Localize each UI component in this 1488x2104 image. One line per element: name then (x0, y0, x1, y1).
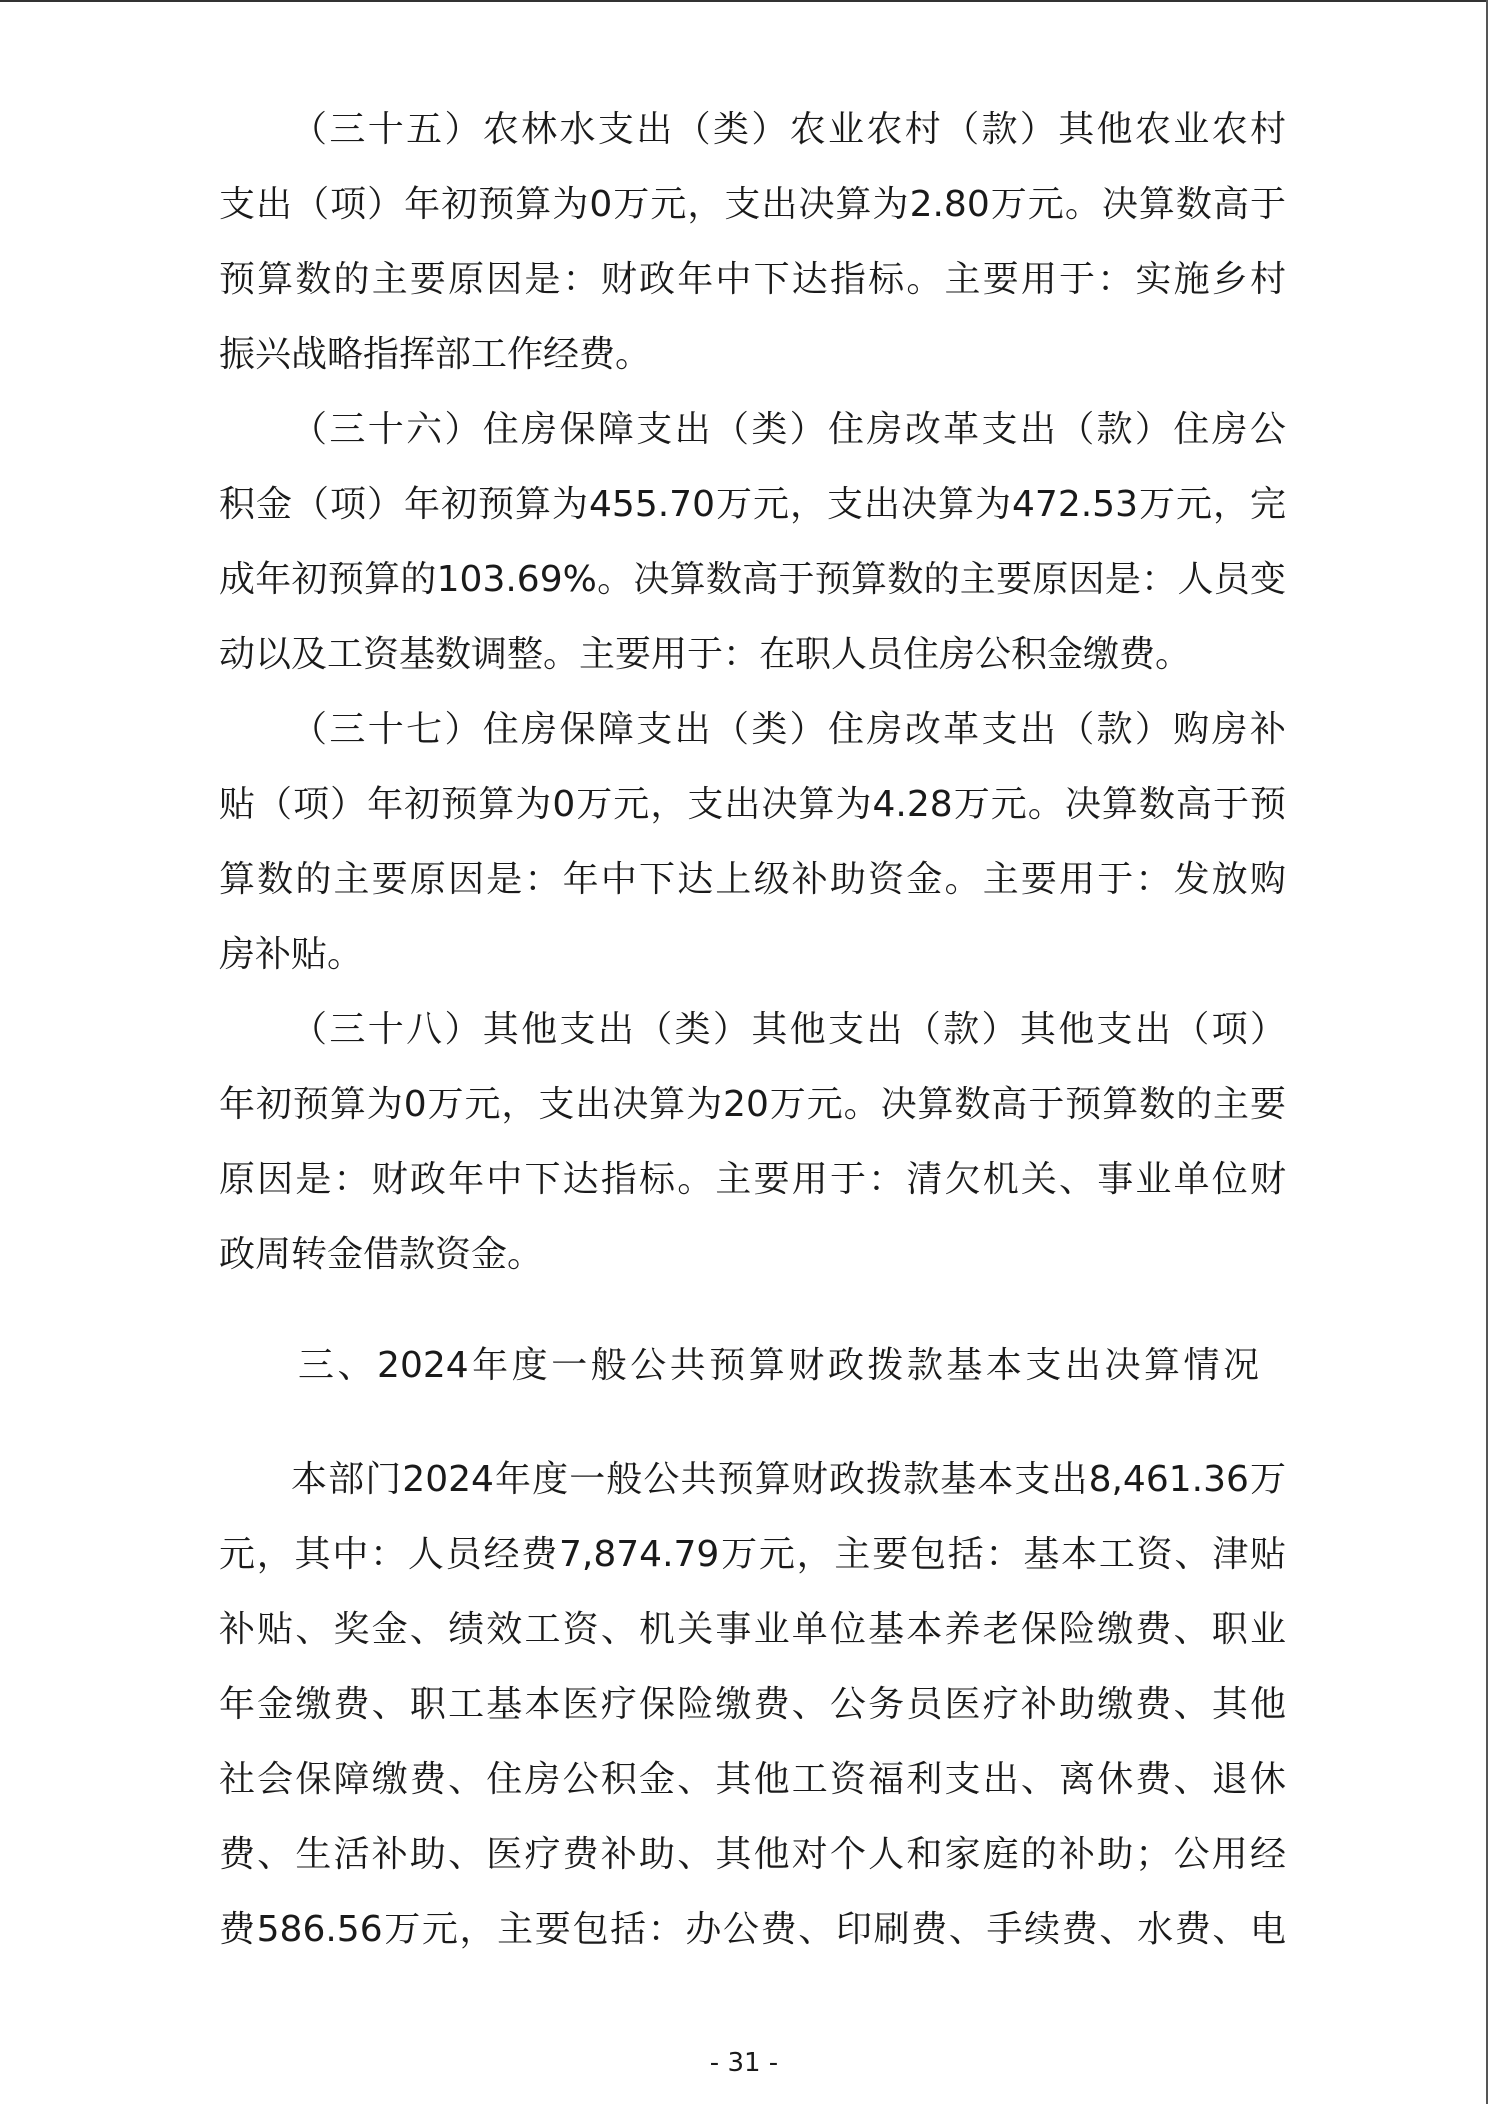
text-line: 年金缴费、职工基本医疗保险缴费、公务员医疗补助缴费、其他 (219, 1684, 1286, 1725)
paragraph-item-38 (219, 992, 1286, 1292)
text-line: （三十七）住房保障支出（类）住房改革支出（款）购房补 (291, 709, 1286, 750)
body-paragraph (219, 1442, 1286, 1967)
paragraph-item-35 (219, 92, 1286, 392)
text-line: 费586.56万元，主要包括：办公费、印刷费、手续费、水费、电 (219, 1909, 1286, 1950)
text-line: 动以及工资基数调整。主要用于：在职人员住房公积金缴费。 (219, 634, 1192, 675)
text-line: 成年初预算的103.69%。决算数高于预算数的主要原因是：人员变 (219, 559, 1286, 600)
text-line: 社会保障缴费、住房公积金、其他工资福利支出、离休费、退休 (219, 1759, 1286, 1800)
text-line: （三十六）住房保障支出（类）住房改革支出（款）住房公 (291, 409, 1286, 450)
text-line: （三十五）农林水支出（类）农业农村（款）其他农业农村 (291, 109, 1286, 150)
text-line: 振兴战略指挥部工作经费。 (219, 334, 652, 375)
text-line: 年初预算为0万元，支出决算为20万元。决算数高于预算数的主要 (219, 1084, 1286, 1125)
text-line: 费、生活补助、医疗费补助、其他对个人和家庭的补助；公用经 (219, 1834, 1286, 1875)
page-number: - 31 - (709, 2048, 779, 2078)
section-heading: 三、2024年度一般公共预算财政拨款基本支出决算情况 (298, 1345, 1259, 1386)
text-line: 算数的主要原因是：年中下达上级补助资金。主要用于：发放购 (219, 859, 1286, 900)
text-line: 贴（项）年初预算为0万元，支出决算为4.28万元。决算数高于预 (219, 784, 1286, 825)
text-line: 补贴、奖金、绩效工资、机关事业单位基本养老保险缴费、职业 (219, 1609, 1286, 1650)
paragraph-item-36 (219, 392, 1286, 692)
text-line: 本部门2024年度一般公共预算财政拨款基本支出8,461.36万 (291, 1459, 1286, 1500)
text-line: 原因是：财政年中下达指标。主要用于：清欠机关、事业单位财 (219, 1159, 1286, 1200)
text-line: 房补贴。 (219, 934, 364, 975)
text-line: 政周转金借款资金。 (219, 1234, 544, 1275)
items-block (219, 92, 1286, 1292)
text-line: 支出（项）年初预算为0万元，支出决算为2.80万元。决算数高于 (219, 184, 1286, 225)
text-line: 元，其中：人员经费7,874.79万元，主要包括：基本工资、津贴 (219, 1534, 1286, 1575)
text-line: （三十八）其他支出（类）其他支出（款）其他支出（项） (291, 1009, 1286, 1050)
paragraph-item-37 (219, 692, 1286, 992)
text-line: 预算数的主要原因是：财政年中下达指标。主要用于：实施乡村 (219, 259, 1286, 300)
page-top-border (0, 0, 1488, 2)
text-line: 积金（项）年初预算为455.70万元，支出决算为472.53万元，完 (219, 484, 1286, 525)
